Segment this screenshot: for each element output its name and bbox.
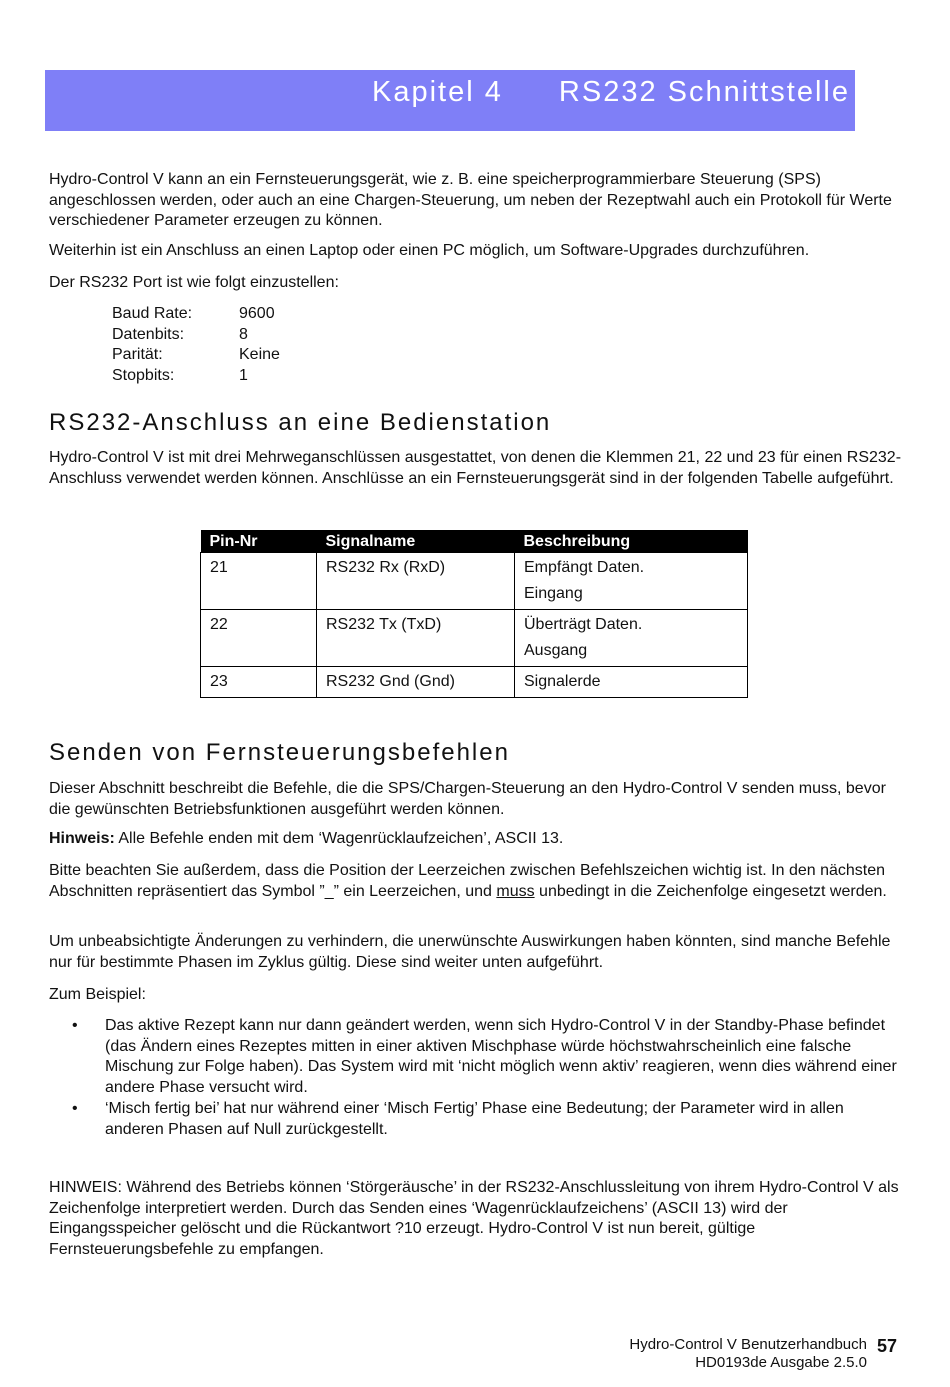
table-row [201,667,748,698]
bullet-dot-icon: • [72,1017,78,1034]
chapter-banner [45,70,855,131]
setting-data-bits [112,325,280,346]
table-row [201,610,748,667]
cell-signal: RS232 Rx (RxD) [317,553,515,610]
connection-paragraph: Hydro-Control V ist mit drei Mehrweganschlüssen ausgestattet, von denen die Klemmen 21, 22 und 23 für einen RS232-Anschluss verwendet werden können. Anschlüsse an ein Fernsteuerungsgerät sind in der folgenden Tabelle aufgeführt. [49,449,902,487]
commands-paragraph-3 [49,861,909,902]
cell-description: Signalerde [515,667,748,698]
page-footer [629,1336,867,1372]
p3-text-a: Bitte beachten Sie außerdem, dass die Position der Leerzeichen zwischen Befehlszeichen wichtig ist. In den nächsten Abschnitten repräsentiert das Symbol ”_” ein Leerzeichen, und [49,862,886,900]
setting-parity [112,345,280,366]
cell-description [515,553,748,610]
p3-text-b: unbedingt in die Zeichenfolge eingesetzt werden. [534,882,887,900]
note-label: Hinweis: [49,830,115,847]
description-line-1: Empfängt Daten. [524,559,645,576]
cell-pin: 23 [201,667,317,698]
bullet-text: ‘Misch fertig bei’ hat nur während einer ‘Misch Fertig’ Phase eine Bedeutung; der Parameter wird in allen anderen Phasen auf Null zurückgestellt. [105,1100,844,1138]
pin-table [200,530,748,698]
intro-paragraph-3: Der RS232 Port ist wie folgt einzustellen: [49,274,339,291]
setting-stop-bits [112,366,280,387]
bullet-dot-icon: • [72,1100,78,1117]
section-heading-connection: RS232-Anschluss an eine Bedienstation [49,409,552,436]
setting-key: Stopbits: [112,366,175,384]
page-number: 57 [877,1336,898,1356]
intro-paragraph-2: Weiterhin ist ein Anschluss an einen Laptop oder einen PC möglich, um Software-Upgrades durchzuführen. [49,242,810,259]
cell-signal: RS232 Tx (TxD) [317,610,515,667]
description-line-2: Eingang [524,585,583,602]
example-bullet-list [72,1016,902,1141]
description-line-1: Überträgt Daten. [524,616,643,633]
setting-value: 9600 [239,305,275,322]
setting-value: 8 [239,325,248,343]
section-heading-remote-commands: Senden von Fernsteuerungsbefehlen [49,739,510,766]
intro-paragraph-1: Hydro-Control V kann an ein Fernsteuerungsgerät, wie z. B. eine speicherprogrammierbare Steuerung (SPS) angeschlossen werden, oder auch an eine Chargen-Steuerung, um neben der Rezeptwahl auch ein Protokoll für Werte verschiedener Parameter erzeugen zu können. [49,171,892,229]
bullet-text: Das aktive Rezept kann nur dann geändert werden, wenn sich Hydro-Control V in der Standby-Phase befindet (das Ändern eines Rezeptes mitten in einer aktiven Mischphase würde höchstwahrscheinlich eine falsche Mischung zur Folge haben). Das System wird mit ‘nicht möglich wenn aktiv’ reagieren, wenn dies während einer andere Phase versucht wird. [105,1017,897,1096]
setting-key: Baud Rate: [112,305,193,322]
header-description: Beschreibung [515,530,748,553]
footer-edition: HD0193de Ausgabe 2.5.0 [695,1354,867,1371]
commands-paragraph-4: Um unbeabsichtigte Änderungen zu verhindern, die unerwünschte Auswirkungen haben könnten, sind manche Befehle nur für bestimmte Phasen im Zyklus gültig. Diese sind weiter unten aufgeführt. [49,933,891,971]
description-line-2: Ausgang [524,642,588,659]
commands-paragraph-5: Zum Beispiel: [49,986,146,1003]
footer-manual-title: Hydro-Control V Benutzerhandbuch [629,1336,867,1353]
setting-baud-rate [112,304,280,325]
chapter-number: Kapitel 4 [372,76,503,108]
setting-value: 1 [239,366,248,384]
list-item [72,1016,902,1098]
cell-pin: 21 [201,553,317,610]
note-text: Alle Befehle enden mit dem ‘Wagenrücklaufzeichen’, ASCII 13. [114,830,564,847]
cell-pin: 22 [201,610,317,667]
chapter-title: RS232 Schnittstelle [558,76,850,108]
list-item [72,1099,902,1140]
setting-key: Datenbits: [112,325,185,343]
note-paragraph [49,829,909,850]
commands-paragraph-1: Dieser Abschnitt beschreibt die Befehle, die die SPS/Chargen-Steuerung an den Hydro-Control V senden muss, bevor die gewünschten Betriebsfunktionen ausgeführt werden können. [49,780,886,818]
setting-value: Keine [239,346,280,363]
p3-underlined-word: muss [496,882,535,900]
pin-table-header-row [201,530,748,553]
cell-signal: RS232 Gnd (Gnd) [317,667,515,698]
table-row [201,553,748,610]
final-note-paragraph: HINWEIS: Während des Betriebs können ‘Störgeräusche’ in der RS232-Anschlussleitung von ihrem Hydro-Control V als Zeichenfolge interpretiert werden. Durch das Senden eines ‘Wagenrücklaufzeichens’ (ASCII 13) wird der Eingangsspeicher gelöscht und die Rückantwort ?10 erzeugt. Hydro-Control V ist nun bereit, gültige Fernsteuerungsbefehle zu empfangen. [49,1179,899,1258]
header-pin: Pin-Nr [201,530,317,553]
setting-key: Parität: [112,346,163,363]
header-signal: Signalname [317,530,515,553]
cell-description [515,610,748,667]
port-settings-list [112,304,280,386]
